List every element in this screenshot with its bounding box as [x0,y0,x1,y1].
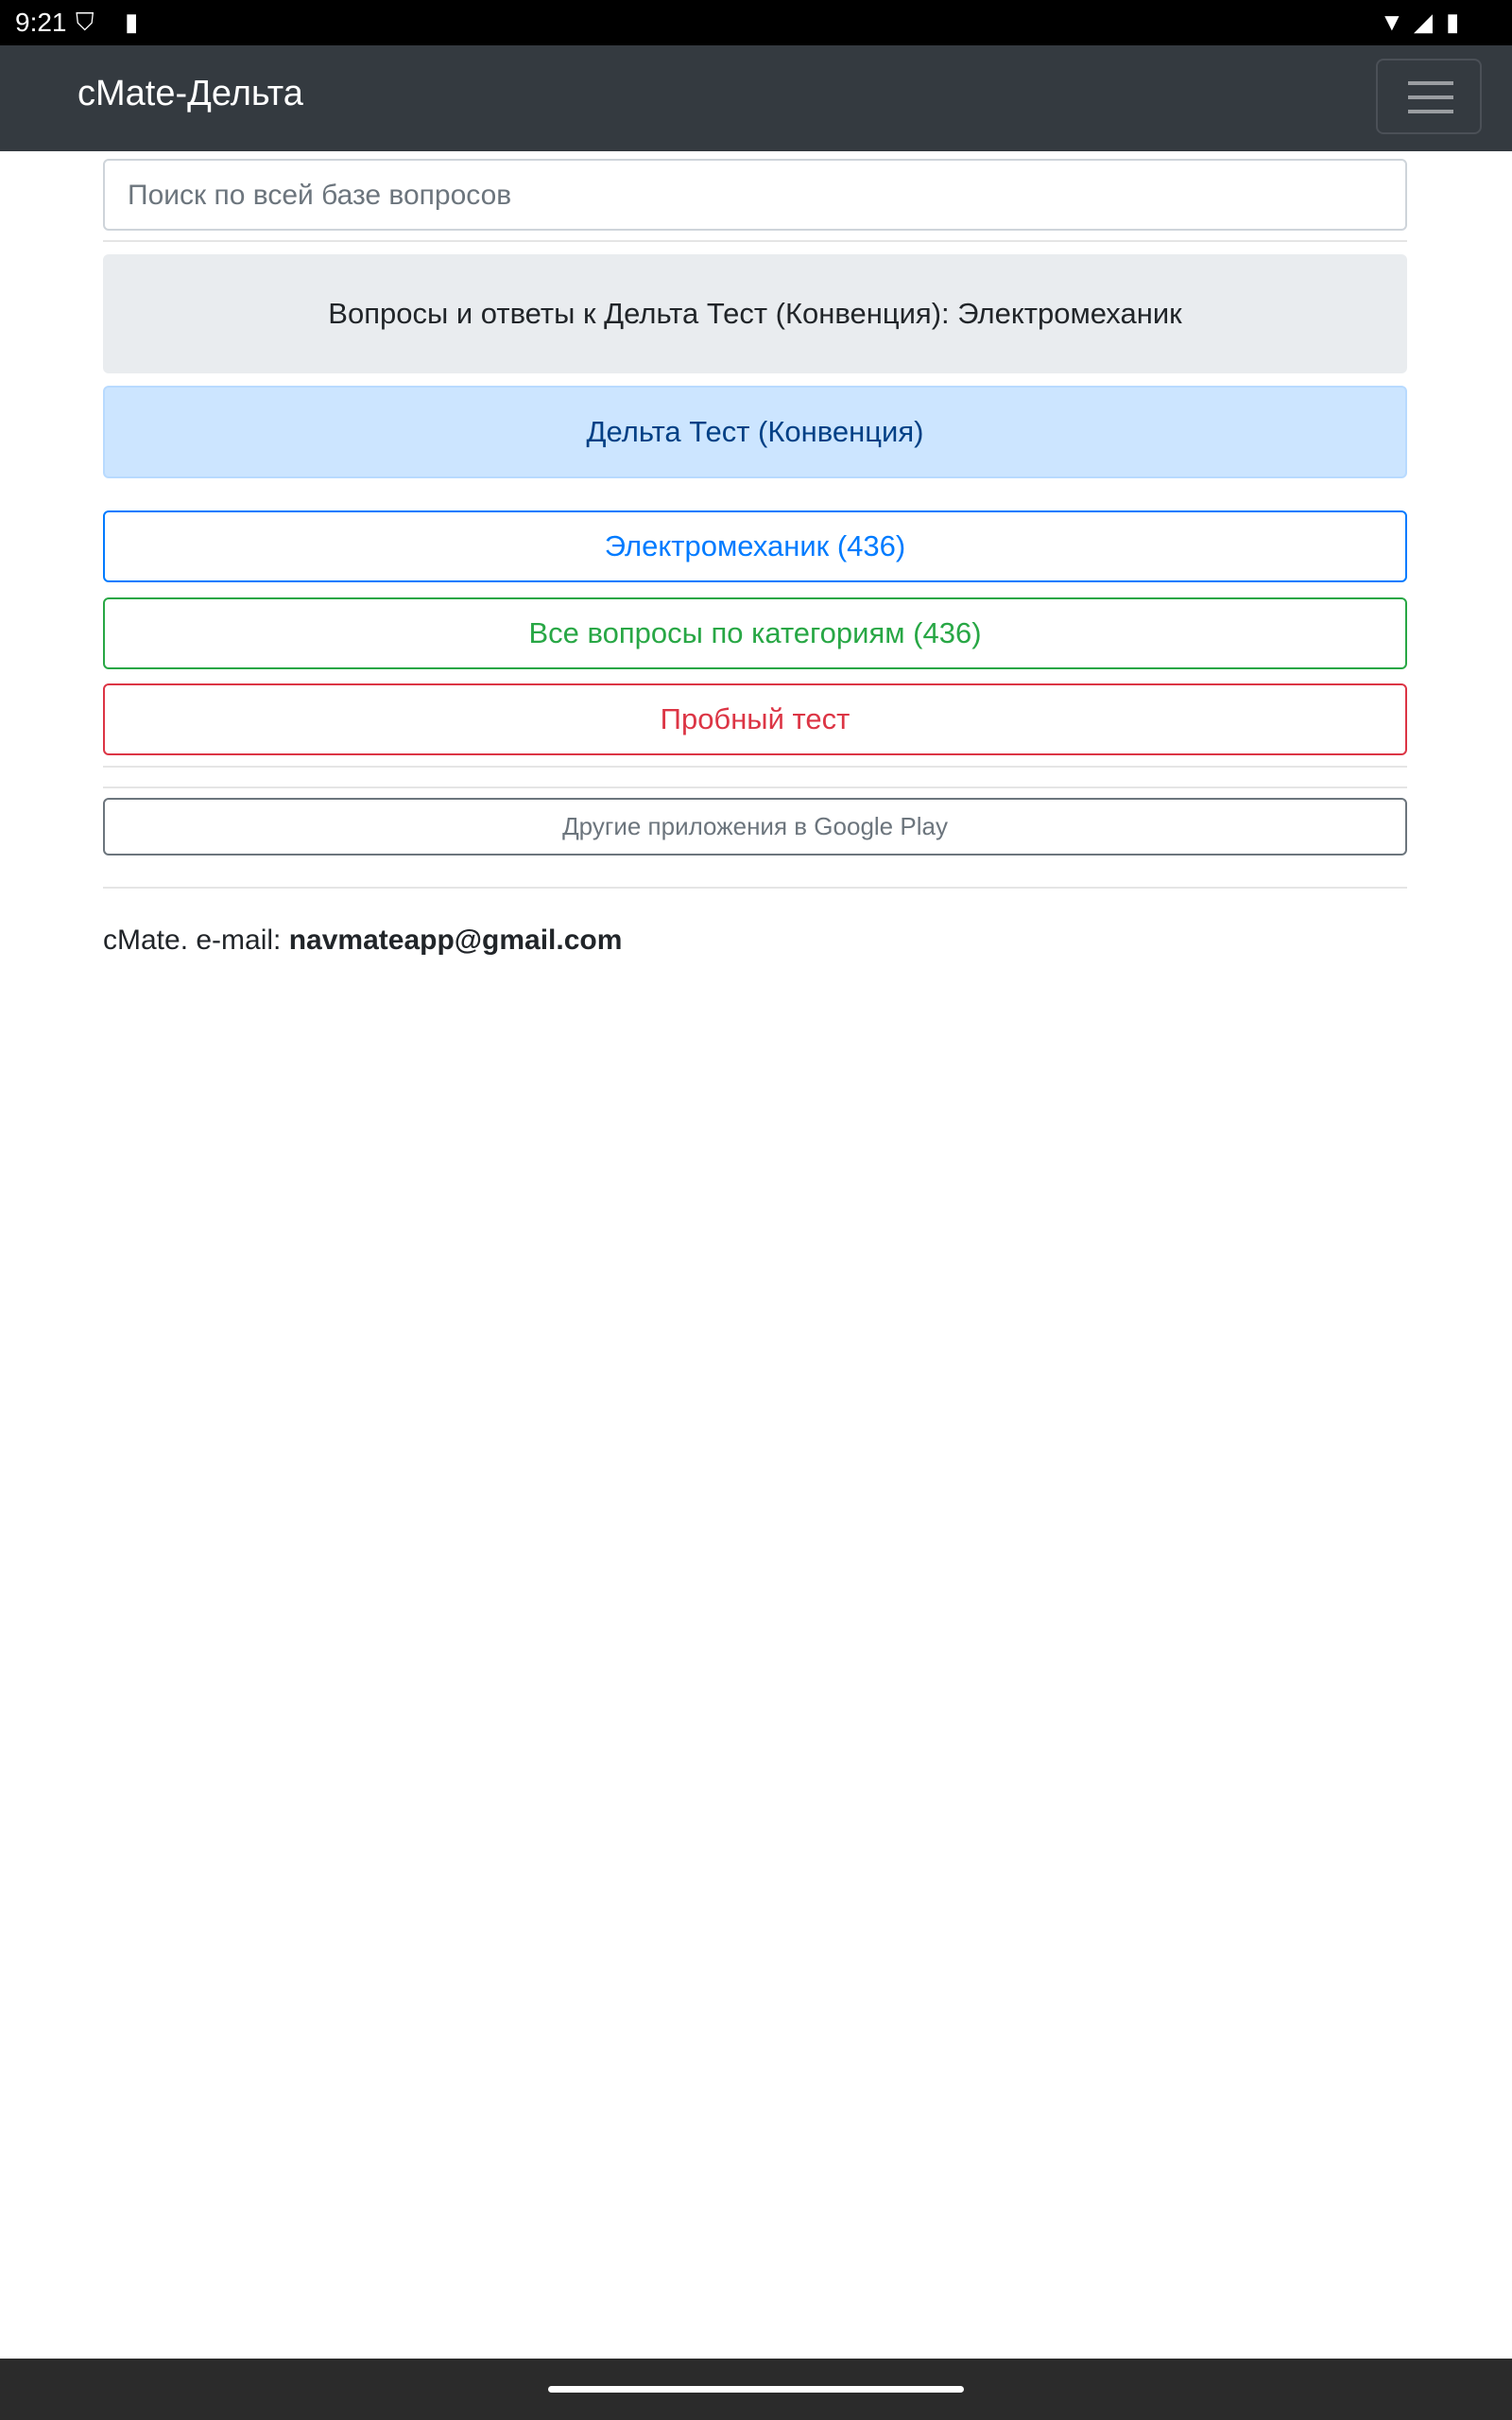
all-questions-button[interactable]: Все вопросы по категориям (436) [103,597,1407,669]
navbar-brand[interactable]: cMate-Дельта [77,74,303,113]
shield-icon: ⛉ [76,8,94,36]
signal-icon: ◢ [1414,8,1433,36]
menu-toggle-button[interactable] [1376,59,1482,134]
category-button[interactable]: Электромеханик (436) [103,510,1407,582]
status-time: 9:21 [15,8,67,37]
page-title: Вопросы и ответы к Дельта Тест (Конвенция): Электромеханик [103,254,1407,373]
sd-card-icon: ▮ [125,8,139,36]
footer-prefix: cMate. e-mail: [103,925,289,956]
battery-icon: ▮ [1446,8,1460,36]
divider [103,766,1407,768]
navbar [0,45,1512,151]
footer-email[interactable]: navmateapp@gmail.com [288,925,623,956]
wifi-icon: ▼ [1380,8,1404,36]
search-input[interactable]: Поиск по всей базе вопросов [103,159,1407,231]
hamburger-line [1408,110,1453,113]
divider [103,786,1407,788]
divider [103,887,1407,889]
gesture-bar [0,2359,1512,2420]
home-handle[interactable] [548,2386,964,2393]
divider [103,240,1407,242]
status-bar [0,0,1512,45]
trial-test-button[interactable]: Пробный тест [103,683,1407,755]
hamburger-line [1408,95,1453,99]
hamburger-icon [1408,81,1453,85]
test-link[interactable]: Дельта Тест (Конвенция) [103,386,1407,478]
footer [103,925,622,957]
other-apps-button[interactable]: Другие приложения в Google Play [103,798,1407,856]
